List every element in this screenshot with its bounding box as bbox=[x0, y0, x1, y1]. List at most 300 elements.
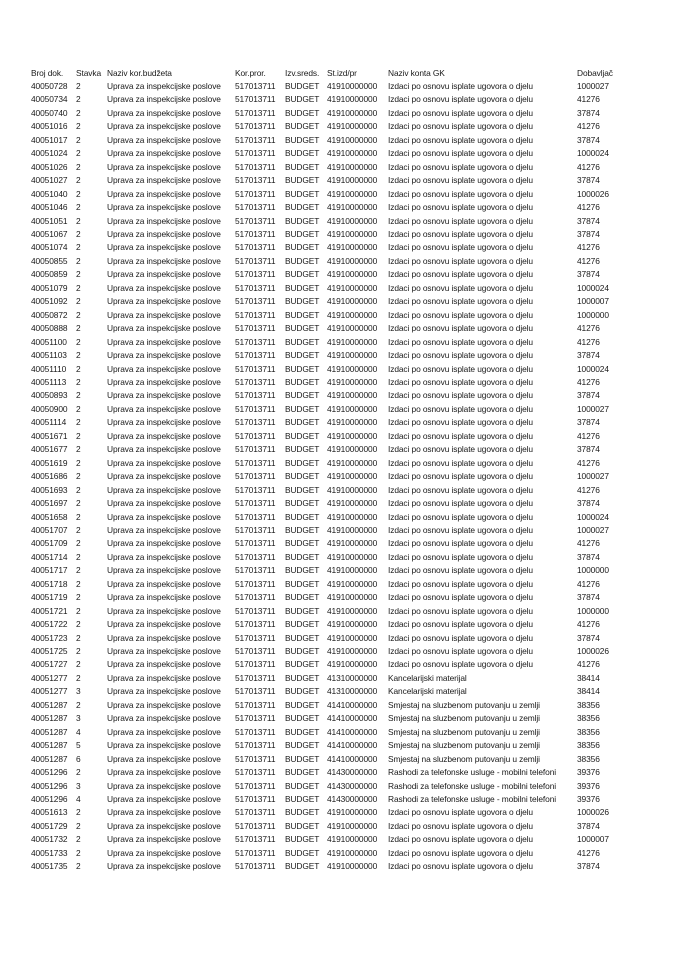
cell-naziv-konta-gk: Izdaci po osnovu isplate ugovora o djelu bbox=[388, 269, 533, 280]
cell-naziv-konta-gk: Izdaci po osnovu isplate ugovora o djelu bbox=[388, 376, 533, 387]
table-row bbox=[31, 739, 632, 752]
cell-st-izd-pr: 41910000000 bbox=[327, 605, 378, 616]
cell-naziv-konta-gk: Rashodi za telefonske usluge - mobilni telefoni bbox=[388, 780, 557, 791]
cell-izv-sreds: BUDGET bbox=[285, 726, 320, 737]
cell-stavka: 2 bbox=[76, 592, 81, 603]
cell-naziv-kor-budzeta: Uprava za inspekcijske poslove bbox=[107, 632, 221, 643]
table-row bbox=[31, 336, 632, 349]
cell-stavka: 2 bbox=[76, 699, 81, 710]
cell-izv-sreds: BUDGET bbox=[285, 309, 320, 320]
cell-broj-dok: 40051114 bbox=[31, 417, 67, 428]
cell-izv-sreds: BUDGET bbox=[285, 646, 320, 657]
cell-naziv-kor-budzeta: Uprava za inspekcijske poslove bbox=[107, 565, 221, 576]
cell-izv-sreds: BUDGET bbox=[285, 498, 320, 509]
cell-naziv-konta-gk: Izdaci po osnovu isplate ugovora o djelu bbox=[388, 323, 533, 334]
cell-st-izd-pr: 41910000000 bbox=[327, 390, 378, 401]
cell-naziv-kor-budzeta: Uprava za inspekcijske poslove bbox=[107, 202, 221, 213]
cell-naziv-konta-gk: Izdaci po osnovu isplate ugovora o djelu bbox=[388, 861, 533, 872]
cell-broj-dok: 40051709 bbox=[31, 538, 68, 549]
cell-broj-dok: 40051017 bbox=[31, 134, 68, 145]
cell-kor-pror: 517013711 bbox=[235, 228, 276, 239]
cell-kor-pror: 517013711 bbox=[235, 269, 276, 280]
cell-stavka: 2 bbox=[76, 148, 81, 159]
table-row bbox=[31, 820, 632, 833]
cell-naziv-konta-gk: Izdaci po osnovu isplate ugovora o djelu bbox=[388, 121, 533, 132]
cell-naziv-kor-budzeta: Uprava za inspekcijske poslove bbox=[107, 484, 221, 495]
cell-dobavljac: 1000024 bbox=[577, 363, 609, 374]
cell-kor-pror: 517013711 bbox=[235, 592, 276, 603]
cell-st-izd-pr: 41910000000 bbox=[327, 175, 378, 186]
cell-dobavljac: 41276 bbox=[577, 242, 600, 253]
cell-naziv-konta-gk: Izdaci po osnovu isplate ugovora o djelu bbox=[388, 417, 533, 428]
cell-broj-dok: 40051287 bbox=[31, 699, 68, 710]
cell-broj-dok: 40051722 bbox=[31, 619, 68, 630]
cell-naziv-konta-gk: Izdaci po osnovu isplate ugovora o djelu bbox=[388, 282, 533, 293]
cell-dobavljac: 37874 bbox=[577, 632, 600, 643]
cell-stavka: 2 bbox=[76, 282, 81, 293]
cell-kor-pror: 517013711 bbox=[235, 498, 276, 509]
cell-izv-sreds: BUDGET bbox=[285, 672, 320, 683]
cell-naziv-konta-gk: Izdaci po osnovu isplate ugovora o djelu bbox=[388, 188, 533, 199]
cell-naziv-kor-budzeta: Uprava za inspekcijske poslove bbox=[107, 820, 221, 831]
cell-izv-sreds: BUDGET bbox=[285, 94, 320, 105]
cell-naziv-kor-budzeta: Uprava za inspekcijske poslove bbox=[107, 767, 221, 778]
cell-stavka: 2 bbox=[76, 672, 81, 683]
cell-broj-dok: 40051686 bbox=[31, 471, 68, 482]
cell-naziv-konta-gk: Rashodi za telefonske usluge - mobilni telefoni bbox=[388, 794, 557, 805]
cell-kor-pror: 517013711 bbox=[235, 767, 276, 778]
table-row bbox=[31, 753, 632, 766]
cell-izv-sreds: BUDGET bbox=[285, 215, 320, 226]
cell-naziv-konta-gk: Izdaci po osnovu isplate ugovora o djelu bbox=[388, 350, 533, 361]
cell-st-izd-pr: 41910000000 bbox=[327, 619, 378, 630]
cell-naziv-kor-budzeta: Uprava za inspekcijske poslove bbox=[107, 807, 221, 818]
cell-st-izd-pr: 41910000000 bbox=[327, 646, 378, 657]
cell-stavka: 2 bbox=[76, 578, 81, 589]
cell-dobavljac: 37874 bbox=[577, 215, 600, 226]
cell-dobavljac: 1000026 bbox=[577, 807, 609, 818]
cell-broj-dok: 40051732 bbox=[31, 834, 68, 845]
table-row bbox=[31, 416, 632, 429]
cell-naziv-kor-budzeta: Uprava za inspekcijske poslove bbox=[107, 376, 221, 387]
cell-kor-pror: 517013711 bbox=[235, 605, 276, 616]
cell-stavka: 2 bbox=[76, 202, 81, 213]
cell-naziv-kor-budzeta: Uprava za inspekcijske poslove bbox=[107, 861, 221, 872]
table-row bbox=[31, 363, 632, 376]
cell-izv-sreds: BUDGET bbox=[285, 457, 320, 468]
cell-dobavljac: 38356 bbox=[577, 740, 600, 751]
cell-stavka: 2 bbox=[76, 175, 81, 186]
cell-stavka: 2 bbox=[76, 538, 81, 549]
cell-dobavljac: 41276 bbox=[577, 619, 600, 630]
cell-stavka: 2 bbox=[76, 296, 81, 307]
cell-izv-sreds: BUDGET bbox=[285, 282, 320, 293]
cell-izv-sreds: BUDGET bbox=[285, 390, 320, 401]
cell-broj-dok: 40051287 bbox=[31, 753, 68, 764]
column-header-broj-dok: Broj dok. bbox=[31, 68, 64, 78]
cell-stavka: 2 bbox=[76, 94, 81, 105]
cell-broj-dok: 40051110 bbox=[31, 363, 67, 374]
cell-naziv-kor-budzeta: Uprava za inspekcijske poslove bbox=[107, 81, 221, 91]
table-row bbox=[31, 255, 632, 268]
cell-kor-pror: 517013711 bbox=[235, 619, 276, 630]
cell-naziv-kor-budzeta: Uprava za inspekcijske poslove bbox=[107, 498, 221, 509]
cell-kor-pror: 517013711 bbox=[235, 81, 276, 91]
cell-kor-pror: 517013711 bbox=[235, 726, 276, 737]
cell-izv-sreds: BUDGET bbox=[285, 296, 320, 307]
cell-kor-pror: 517013711 bbox=[235, 632, 276, 643]
cell-izv-sreds: BUDGET bbox=[285, 202, 320, 213]
table-row bbox=[31, 389, 632, 402]
cell-naziv-konta-gk: Izdaci po osnovu isplate ugovora o djelu bbox=[388, 363, 533, 374]
cell-izv-sreds: BUDGET bbox=[285, 188, 320, 199]
column-header-kor-pror: Kor.pror. bbox=[235, 68, 266, 78]
cell-st-izd-pr: 41910000000 bbox=[327, 94, 378, 105]
cell-izv-sreds: BUDGET bbox=[285, 269, 320, 280]
cell-st-izd-pr: 41410000000 bbox=[327, 699, 378, 710]
cell-naziv-kor-budzeta: Uprava za inspekcijske poslove bbox=[107, 107, 221, 118]
cell-kor-pror: 517013711 bbox=[235, 538, 276, 549]
cell-broj-dok: 40051613 bbox=[31, 807, 68, 818]
table-row bbox=[31, 228, 632, 241]
cell-stavka: 2 bbox=[76, 188, 81, 199]
table-row bbox=[31, 564, 632, 577]
cell-izv-sreds: BUDGET bbox=[285, 780, 320, 791]
column-header-izv-sreds: Izv.sreds. bbox=[285, 68, 320, 78]
cell-naziv-kor-budzeta: Uprava za inspekcijske poslove bbox=[107, 121, 221, 132]
table-row bbox=[31, 712, 632, 725]
cell-dobavljac: 1000027 bbox=[577, 81, 609, 91]
cell-broj-dok: 40051287 bbox=[31, 740, 68, 751]
table-row bbox=[31, 215, 632, 228]
cell-kor-pror: 517013711 bbox=[235, 457, 276, 468]
cell-naziv-kor-budzeta: Uprava za inspekcijske poslove bbox=[107, 753, 221, 764]
cell-broj-dok: 40051725 bbox=[31, 646, 68, 657]
cell-naziv-konta-gk: Izdaci po osnovu isplate ugovora o djelu bbox=[388, 309, 533, 320]
cell-kor-pror: 517013711 bbox=[235, 148, 276, 159]
cell-naziv-kor-budzeta: Uprava za inspekcijske poslove bbox=[107, 269, 221, 280]
cell-izv-sreds: BUDGET bbox=[285, 605, 320, 616]
cell-dobavljac: 37874 bbox=[577, 820, 600, 831]
table-row bbox=[31, 699, 632, 712]
cell-stavka: 2 bbox=[76, 81, 81, 91]
cell-naziv-konta-gk: Izdaci po osnovu isplate ugovora o djelu bbox=[388, 551, 533, 562]
table-row bbox=[31, 147, 632, 160]
cell-dobavljac: 1000026 bbox=[577, 646, 609, 657]
cell-dobavljac: 41276 bbox=[577, 578, 600, 589]
cell-stavka: 2 bbox=[76, 390, 81, 401]
cell-st-izd-pr: 41910000000 bbox=[327, 323, 378, 334]
cell-stavka: 2 bbox=[76, 767, 81, 778]
cell-st-izd-pr: 41910000000 bbox=[327, 444, 378, 455]
cell-stavka: 2 bbox=[76, 834, 81, 845]
cell-broj-dok: 40051100 bbox=[31, 336, 67, 347]
cell-stavka: 4 bbox=[76, 794, 81, 805]
table-row bbox=[31, 443, 632, 456]
cell-naziv-konta-gk: Izdaci po osnovu isplate ugovora o djelu bbox=[388, 578, 533, 589]
cell-dobavljac: 1000024 bbox=[577, 511, 609, 522]
cell-izv-sreds: BUDGET bbox=[285, 713, 320, 724]
cell-naziv-konta-gk: Izdaci po osnovu isplate ugovora o djelu bbox=[388, 807, 533, 818]
cell-st-izd-pr: 41910000000 bbox=[327, 282, 378, 293]
cell-broj-dok: 40051727 bbox=[31, 659, 68, 670]
cell-naziv-kor-budzeta: Uprava za inspekcijske poslove bbox=[107, 686, 221, 697]
cell-stavka: 2 bbox=[76, 511, 81, 522]
table-row bbox=[31, 268, 632, 281]
cell-stavka: 2 bbox=[76, 847, 81, 858]
cell-dobavljac: 1000000 bbox=[577, 565, 609, 576]
cell-st-izd-pr: 41910000000 bbox=[327, 376, 378, 387]
cell-dobavljac: 37874 bbox=[577, 390, 600, 401]
cell-naziv-kor-budzeta: Uprava za inspekcijske poslove bbox=[107, 780, 221, 791]
cell-dobavljac: 41276 bbox=[577, 430, 600, 441]
cell-naziv-kor-budzeta: Uprava za inspekcijske poslove bbox=[107, 672, 221, 683]
cell-broj-dok: 40051051 bbox=[31, 215, 68, 226]
cell-dobavljac: 41276 bbox=[577, 484, 600, 495]
cell-izv-sreds: BUDGET bbox=[285, 430, 320, 441]
cell-naziv-konta-gk: Izdaci po osnovu isplate ugovora o djelu bbox=[388, 498, 533, 509]
cell-st-izd-pr: 41310000000 bbox=[327, 686, 378, 697]
cell-dobavljac: 41276 bbox=[577, 255, 600, 266]
cell-kor-pror: 517013711 bbox=[235, 794, 276, 805]
cell-dobavljac: 37874 bbox=[577, 107, 600, 118]
cell-naziv-konta-gk: Izdaci po osnovu isplate ugovora o djelu bbox=[388, 538, 533, 549]
cell-izv-sreds: BUDGET bbox=[285, 820, 320, 831]
cell-naziv-kor-budzeta: Uprava za inspekcijske poslove bbox=[107, 148, 221, 159]
cell-kor-pror: 517013711 bbox=[235, 861, 276, 872]
cell-broj-dok: 40051287 bbox=[31, 726, 68, 737]
cell-dobavljac: 1000027 bbox=[577, 524, 609, 535]
cell-kor-pror: 517013711 bbox=[235, 215, 276, 226]
cell-dobavljac: 1000026 bbox=[577, 188, 609, 199]
table-row bbox=[31, 591, 632, 604]
cell-naziv-kor-budzeta: Uprava za inspekcijske poslove bbox=[107, 578, 221, 589]
cell-kor-pror: 517013711 bbox=[235, 134, 276, 145]
cell-kor-pror: 517013711 bbox=[235, 780, 276, 791]
cell-stavka: 2 bbox=[76, 619, 81, 630]
cell-st-izd-pr: 41910000000 bbox=[327, 255, 378, 266]
cell-izv-sreds: BUDGET bbox=[285, 847, 320, 858]
cell-st-izd-pr: 41910000000 bbox=[327, 861, 378, 872]
table-row bbox=[31, 282, 632, 295]
cell-broj-dok: 40051658 bbox=[31, 511, 68, 522]
cell-izv-sreds: BUDGET bbox=[285, 699, 320, 710]
cell-naziv-konta-gk: Rashodi za telefonske usluge - mobilni telefoni bbox=[388, 767, 557, 778]
cell-naziv-konta-gk: Izdaci po osnovu isplate ugovora o djelu bbox=[388, 834, 533, 845]
table-row bbox=[31, 578, 632, 591]
cell-izv-sreds: BUDGET bbox=[285, 592, 320, 603]
table-row bbox=[31, 632, 632, 645]
cell-naziv-kor-budzeta: Uprava za inspekcijske poslove bbox=[107, 417, 221, 428]
cell-naziv-kor-budzeta: Uprava za inspekcijske poslove bbox=[107, 430, 221, 441]
cell-naziv-kor-budzeta: Uprava za inspekcijske poslove bbox=[107, 726, 221, 737]
cell-kor-pror: 517013711 bbox=[235, 323, 276, 334]
cell-izv-sreds: BUDGET bbox=[285, 767, 320, 778]
cell-izv-sreds: BUDGET bbox=[285, 121, 320, 132]
cell-dobavljac: 39376 bbox=[577, 794, 600, 805]
cell-naziv-konta-gk: Izdaci po osnovu isplate ugovora o djelu bbox=[388, 565, 533, 576]
cell-izv-sreds: BUDGET bbox=[285, 632, 320, 643]
cell-st-izd-pr: 41910000000 bbox=[327, 632, 378, 643]
cell-dobavljac: 1000000 bbox=[577, 309, 609, 320]
cell-st-izd-pr: 41910000000 bbox=[327, 202, 378, 213]
cell-st-izd-pr: 41910000000 bbox=[327, 834, 378, 845]
cell-naziv-konta-gk: Smjestaj na sluzbenom putovanju u zemlji bbox=[388, 740, 540, 751]
cell-naziv-konta-gk: Izdaci po osnovu isplate ugovora o djelu bbox=[388, 296, 533, 307]
cell-st-izd-pr: 41910000000 bbox=[327, 336, 378, 347]
cell-st-izd-pr: 41910000000 bbox=[327, 471, 378, 482]
cell-stavka: 2 bbox=[76, 524, 81, 535]
cell-broj-dok: 40051697 bbox=[31, 498, 68, 509]
table-row bbox=[31, 457, 632, 470]
cell-st-izd-pr: 41910000000 bbox=[327, 551, 378, 562]
cell-naziv-konta-gk: Izdaci po osnovu isplate ugovora o djelu bbox=[388, 148, 533, 159]
cell-stavka: 2 bbox=[76, 444, 81, 455]
table-row bbox=[31, 470, 632, 483]
table-row bbox=[31, 658, 632, 671]
cell-naziv-kor-budzeta: Uprava za inspekcijske poslove bbox=[107, 713, 221, 724]
cell-st-izd-pr: 41910000000 bbox=[327, 417, 378, 428]
table-row bbox=[31, 806, 632, 819]
cell-kor-pror: 517013711 bbox=[235, 282, 276, 293]
cell-dobavljac: 38356 bbox=[577, 699, 600, 710]
cell-broj-dok: 40051296 bbox=[31, 767, 68, 778]
cell-naziv-konta-gk: Izdaci po osnovu isplate ugovora o djelu bbox=[388, 403, 533, 414]
cell-kor-pror: 517013711 bbox=[235, 847, 276, 858]
cell-naziv-kor-budzeta: Uprava za inspekcijske poslove bbox=[107, 551, 221, 562]
cell-stavka: 4 bbox=[76, 726, 81, 737]
cell-st-izd-pr: 41910000000 bbox=[327, 269, 378, 280]
table-row bbox=[31, 605, 632, 618]
table-row bbox=[31, 860, 632, 873]
cell-st-izd-pr: 41910000000 bbox=[327, 81, 378, 91]
cell-stavka: 2 bbox=[76, 430, 81, 441]
cell-stavka: 2 bbox=[76, 215, 81, 226]
cell-kor-pror: 517013711 bbox=[235, 699, 276, 710]
cell-naziv-konta-gk: Izdaci po osnovu isplate ugovora o djelu bbox=[388, 107, 533, 118]
table-row bbox=[31, 201, 632, 214]
cell-naziv-kor-budzeta: Uprava za inspekcijske poslove bbox=[107, 336, 221, 347]
cell-stavka: 2 bbox=[76, 376, 81, 387]
cell-stavka: 3 bbox=[76, 686, 81, 697]
cell-izv-sreds: BUDGET bbox=[285, 861, 320, 872]
cell-izv-sreds: BUDGET bbox=[285, 255, 320, 266]
cell-broj-dok: 40051296 bbox=[31, 780, 68, 791]
cell-st-izd-pr: 41910000000 bbox=[327, 457, 378, 468]
cell-st-izd-pr: 41910000000 bbox=[327, 659, 378, 670]
cell-naziv-kor-budzeta: Uprava za inspekcijske poslove bbox=[107, 511, 221, 522]
cell-broj-dok: 40051024 bbox=[31, 148, 68, 159]
cell-dobavljac: 37874 bbox=[577, 269, 600, 280]
cell-broj-dok: 40051693 bbox=[31, 484, 68, 495]
cell-dobavljac: 39376 bbox=[577, 767, 600, 778]
cell-stavka: 2 bbox=[76, 498, 81, 509]
cell-broj-dok: 40051046 bbox=[31, 202, 68, 213]
cell-naziv-kor-budzeta: Uprava za inspekcijske poslove bbox=[107, 444, 221, 455]
cell-dobavljac: 37874 bbox=[577, 592, 600, 603]
cell-st-izd-pr: 41910000000 bbox=[327, 538, 378, 549]
cell-st-izd-pr: 41910000000 bbox=[327, 161, 378, 172]
cell-naziv-kor-budzeta: Uprava za inspekcijske poslove bbox=[107, 403, 221, 414]
cell-dobavljac: 39376 bbox=[577, 780, 600, 791]
cell-stavka: 2 bbox=[76, 820, 81, 831]
cell-st-izd-pr: 41910000000 bbox=[327, 430, 378, 441]
cell-broj-dok: 40051074 bbox=[31, 242, 68, 253]
cell-broj-dok: 40051113 bbox=[31, 376, 67, 387]
cell-st-izd-pr: 41410000000 bbox=[327, 713, 378, 724]
cell-naziv-kor-budzeta: Uprava za inspekcijske poslove bbox=[107, 94, 221, 105]
table-row bbox=[31, 295, 632, 308]
cell-kor-pror: 517013711 bbox=[235, 511, 276, 522]
cell-dobavljac: 1000027 bbox=[577, 403, 609, 414]
column-header-dobavljac: Dobavljač bbox=[577, 68, 613, 78]
cell-dobavljac: 37874 bbox=[577, 228, 600, 239]
cell-broj-dok: 40050893 bbox=[31, 390, 68, 401]
cell-kor-pror: 517013711 bbox=[235, 713, 276, 724]
cell-izv-sreds: BUDGET bbox=[285, 538, 320, 549]
cell-izv-sreds: BUDGET bbox=[285, 659, 320, 670]
cell-kor-pror: 517013711 bbox=[235, 376, 276, 387]
cell-stavka: 2 bbox=[76, 350, 81, 361]
cell-broj-dok: 40050855 bbox=[31, 255, 68, 266]
cell-dobavljac: 37874 bbox=[577, 175, 600, 186]
cell-naziv-konta-gk: Izdaci po osnovu isplate ugovora o djelu bbox=[388, 444, 533, 455]
table-header bbox=[31, 66, 632, 80]
cell-naziv-kor-budzeta: Uprava za inspekcijske poslove bbox=[107, 175, 221, 186]
cell-izv-sreds: BUDGET bbox=[285, 363, 320, 374]
cell-naziv-kor-budzeta: Uprava za inspekcijske poslove bbox=[107, 538, 221, 549]
cell-st-izd-pr: 41910000000 bbox=[327, 820, 378, 831]
cell-st-izd-pr: 41910000000 bbox=[327, 188, 378, 199]
cell-stavka: 2 bbox=[76, 605, 81, 616]
cell-st-izd-pr: 41910000000 bbox=[327, 228, 378, 239]
cell-izv-sreds: BUDGET bbox=[285, 148, 320, 159]
cell-broj-dok: 40050888 bbox=[31, 323, 68, 334]
cell-naziv-konta-gk: Izdaci po osnovu isplate ugovora o djelu bbox=[388, 659, 533, 670]
cell-dobavljac: 37874 bbox=[577, 444, 600, 455]
cell-kor-pror: 517013711 bbox=[235, 578, 276, 589]
cell-st-izd-pr: 41910000000 bbox=[327, 121, 378, 132]
cell-dobavljac: 37874 bbox=[577, 498, 600, 509]
cell-naziv-konta-gk: Smjestaj na sluzbenom putovanju u zemlji bbox=[388, 699, 540, 710]
cell-kor-pror: 517013711 bbox=[235, 524, 276, 535]
cell-dobavljac: 41276 bbox=[577, 457, 600, 468]
cell-stavka: 2 bbox=[76, 121, 81, 132]
column-header-naziv-kor-budzeta: Naziv kor.budžeta bbox=[107, 68, 172, 78]
cell-broj-dok: 40050859 bbox=[31, 269, 68, 280]
cell-naziv-kor-budzeta: Uprava za inspekcijske poslove bbox=[107, 847, 221, 858]
cell-broj-dok: 40051026 bbox=[31, 161, 68, 172]
cell-dobavljac: 41276 bbox=[577, 538, 600, 549]
table-row bbox=[31, 618, 632, 631]
cell-stavka: 2 bbox=[76, 471, 81, 482]
cell-kor-pror: 517013711 bbox=[235, 807, 276, 818]
cell-izv-sreds: BUDGET bbox=[285, 565, 320, 576]
cell-izv-sreds: BUDGET bbox=[285, 242, 320, 253]
table-row bbox=[31, 847, 632, 860]
expense-table bbox=[31, 66, 632, 874]
cell-broj-dok: 40051717 bbox=[31, 565, 68, 576]
cell-stavka: 2 bbox=[76, 323, 81, 334]
cell-kor-pror: 517013711 bbox=[235, 672, 276, 683]
cell-naziv-konta-gk: Izdaci po osnovu isplate ugovora o djelu bbox=[388, 242, 533, 253]
cell-stavka: 2 bbox=[76, 403, 81, 414]
cell-naziv-konta-gk: Izdaci po osnovu isplate ugovora o djelu bbox=[388, 94, 533, 105]
cell-izv-sreds: BUDGET bbox=[285, 323, 320, 334]
cell-dobavljac: 41276 bbox=[577, 336, 600, 347]
cell-izv-sreds: BUDGET bbox=[285, 161, 320, 172]
cell-dobavljac: 37874 bbox=[577, 134, 600, 145]
